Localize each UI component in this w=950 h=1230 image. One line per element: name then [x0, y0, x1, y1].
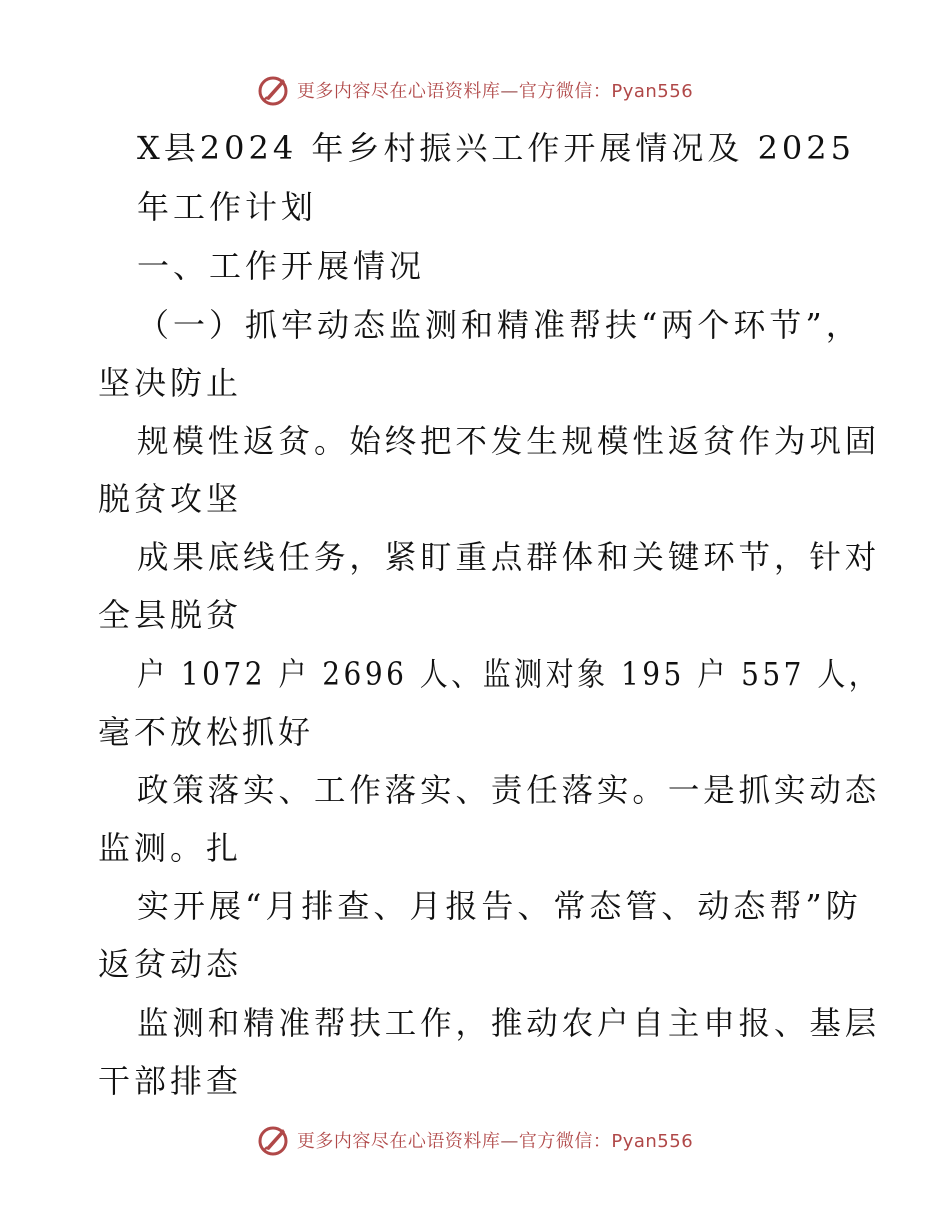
- header-watermark: [0, 70, 950, 110]
- paragraph-line: 返贫动态: [98, 945, 243, 983]
- paragraph-line: 政策落实、工作落实、责任落实。一是抓实动态: [137, 771, 881, 809]
- doc-title-line1: X县2024 年乡村振兴工作开展情况及 2025: [137, 129, 856, 167]
- watermark-text: 更多内容尽在心语资料库—官方微信：Pyan556: [296, 1131, 694, 1152]
- section-heading: 一、工作开展情况: [137, 247, 426, 285]
- quill-logo-icon: [257, 1123, 291, 1157]
- quill-logo-icon: [257, 73, 291, 107]
- doc-title-line2: 年工作计划: [137, 188, 318, 226]
- paragraph-line: （一）抓牢动态监测和精准帮扶“两个环节”，: [137, 306, 862, 344]
- paragraph-line: 监测。扎: [98, 829, 243, 867]
- paragraph-line: 脱贫攻坚: [98, 480, 243, 518]
- paragraph-line: 成果底线任务，紧盯重点群体和关键环节，针对: [137, 538, 881, 576]
- paragraph-line: 全县脱贫: [98, 596, 243, 634]
- paragraph-line: 实开展“月排查、月报告、常态管、动态帮”防: [137, 887, 862, 925]
- paragraph-line: 干部排查: [98, 1062, 243, 1100]
- watermark-text: 更多内容尽在心语资料库—官方微信：Pyan556: [296, 81, 694, 102]
- paragraph-line: 规模性返贫。始终把不发生规模性返贫作为巩固: [137, 422, 881, 460]
- paragraph-line: 户 1072 户 2696 人、监测对象 195 户 557 人，: [137, 655, 881, 693]
- paragraph-line: 监测和精准帮扶工作，推动农户自主申报、基层: [137, 1004, 881, 1042]
- paragraph-line: 毫不放松抓好: [98, 713, 315, 751]
- paragraph-line: 坚决防止: [98, 364, 243, 402]
- footer-watermark: [0, 1120, 950, 1160]
